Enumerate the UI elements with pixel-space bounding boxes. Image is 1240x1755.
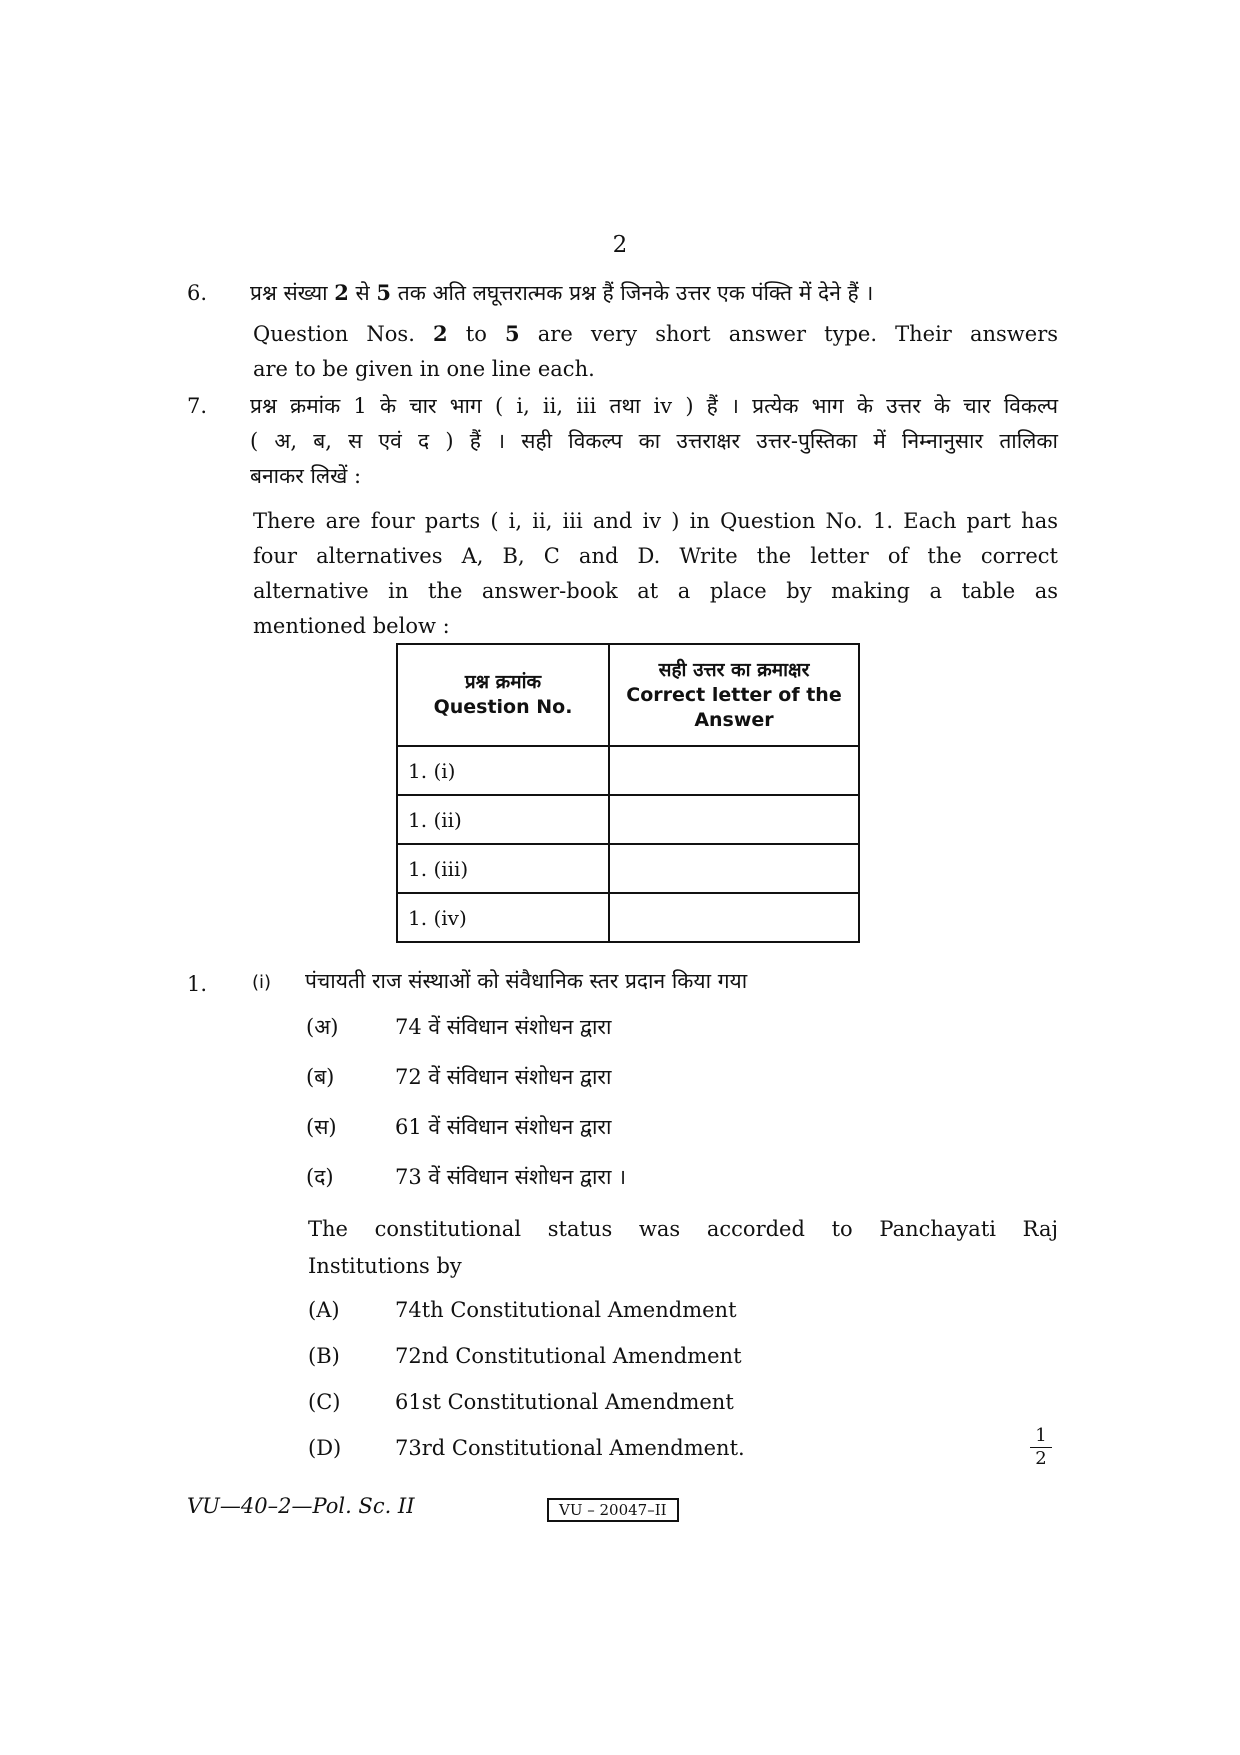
hindi-option-text: 74 वें संविधान संशोधन द्वारा	[395, 1015, 612, 1039]
hindi-option-label: (अ)	[306, 1015, 339, 1039]
instruction-7-english-line-1: There are four parts ( i, ii, iii and iv ) in Question No. 1. Each part has	[253, 509, 1058, 533]
question-hindi-text: पंचायती राज संस्थाओं को संवैधानिक स्तर प्रदान किया गया	[305, 969, 748, 993]
instruction-6-hindi	[250, 276, 1050, 310]
marks-fraction	[1030, 1426, 1052, 1469]
instruction-6-number: 6.	[187, 281, 208, 305]
hindi-option-text: 72 वें संविधान संशोधन द्वारा	[395, 1065, 612, 1089]
header-english: Correct letter of the Answer	[626, 683, 842, 731]
table-header-row	[397, 644, 859, 746]
instruction-7-english-line-2: four alternatives A, B, C and D. Write the letter of the correct	[253, 544, 1058, 568]
hindi-option-label: (द)	[306, 1165, 334, 1189]
answer-cell	[609, 795, 859, 844]
table-row	[397, 844, 859, 893]
table-row	[397, 795, 859, 844]
instruction-6-english-line-2: are to be given in one line each.	[253, 357, 595, 381]
text-fragment: तक अति लघूत्तरात्मक प्रश्न हैं जिनके उत्तर एक पंक्ति में देने हैं ।	[391, 281, 874, 305]
question-english-line-2: Institutions by	[308, 1254, 462, 1278]
footer-code-box: VU – 20047–II	[547, 1498, 679, 1522]
english-option-text: 72nd Constitutional Amendment	[395, 1344, 742, 1368]
question-cell: 1. (ii)	[397, 795, 609, 844]
instruction-6-english-line-1	[253, 316, 1058, 352]
marks-denominator: 2	[1035, 1448, 1047, 1469]
footer-paper-code: VU—40–2—Pol. Sc. II	[187, 1494, 415, 1518]
english-option-text: 61st Constitutional Amendment	[395, 1390, 734, 1414]
english-option-label: (C)	[308, 1390, 341, 1414]
bold-number: 5	[376, 280, 392, 305]
text-fragment: Question Nos.	[253, 322, 434, 346]
question-cell: 1. (iii)	[397, 844, 609, 893]
bold-number: 2	[334, 280, 349, 305]
question-part: (i)	[252, 972, 272, 993]
text-fragment: are very short answer type. Their answers	[519, 322, 1059, 346]
marks-numerator: 1	[1035, 1425, 1047, 1446]
hindi-option-text: 61 वें संविधान संशोधन द्वारा	[395, 1115, 612, 1139]
table-row	[397, 746, 859, 795]
instruction-7-number: 7.	[187, 394, 208, 418]
english-option-text: 73rd Constitutional Amendment.	[395, 1436, 745, 1460]
english-option-text: 74th Constitutional Amendment	[395, 1298, 737, 1322]
table-row	[397, 893, 859, 942]
hindi-option-label: (ब)	[306, 1065, 335, 1089]
question-english-line-1: The constitutional status was accorded to Panchayati Raj	[308, 1217, 1058, 1241]
answer-cell	[609, 746, 859, 795]
hindi-option-text: 73 वें संविधान संशोधन द्वारा ।	[395, 1165, 627, 1189]
question-number: 1.	[187, 972, 208, 996]
question-cell: 1. (i)	[397, 746, 609, 795]
page-number: 2	[612, 232, 628, 258]
header-hindi: प्रश्न क्रमांक	[464, 671, 542, 693]
header-english: Question No.	[433, 696, 573, 718]
hindi-option-label: (स)	[306, 1115, 337, 1139]
english-option-label: (B)	[308, 1344, 340, 1368]
english-option-label: (D)	[308, 1436, 342, 1460]
text-fragment: प्रश्न संख्या	[250, 281, 335, 305]
text-fragment: to	[447, 322, 505, 346]
answer-cell	[609, 844, 859, 893]
header-question-no	[397, 644, 609, 746]
bold-number: 5	[505, 321, 520, 346]
bold-number: 2	[433, 321, 448, 346]
text-fragment: से	[348, 281, 377, 305]
answer-cell	[609, 893, 859, 942]
header-correct-letter	[609, 644, 859, 746]
instruction-7-hindi-line-1: प्रश्न क्रमांक 1 के चार भाग ( i, ii, iii तथा iv ) हैं । प्रत्येक भाग के उत्तर के चार विकल्प	[250, 394, 1058, 418]
header-hindi: सही उत्तर का क्रमाक्षर	[658, 658, 810, 681]
answer-table	[396, 643, 860, 943]
english-option-label: (A)	[308, 1298, 340, 1322]
instruction-7-hindi-line-2: ( अ, ब, स एवं द ) हैं । सही विकल्प का उत्तराक्षर उत्तर-पुस्तिका में निम्नानुसार तालिका	[250, 429, 1058, 453]
instruction-7-english-line-4: mentioned below :	[253, 614, 450, 638]
question-cell: 1. (iv)	[397, 893, 609, 942]
instruction-7-english-line-3: alternative in the answer-book at a place by making a table as	[253, 579, 1058, 603]
instruction-7-hindi-line-3: बनाकर लिखें :	[250, 464, 362, 488]
